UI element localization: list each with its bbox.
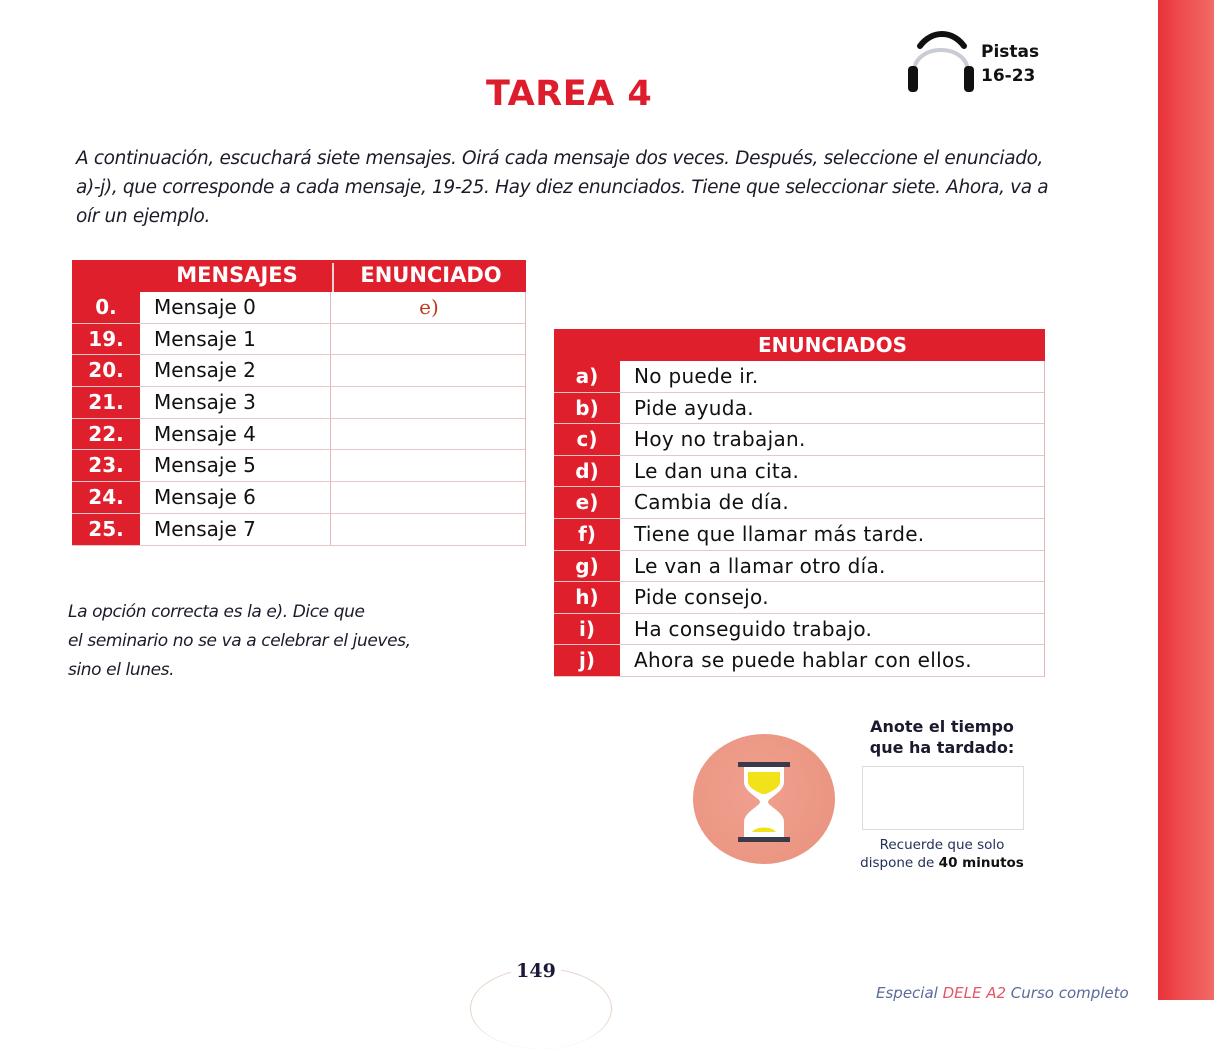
page-number: 149 [511,960,561,982]
statement-answer-cell[interactable]: e) [330,292,527,323]
statement-letter: g) [554,551,620,582]
statement-text: Le dan una cita. [634,458,800,483]
statement-text: Ha conseguido trabajo. [634,616,873,641]
page-title: TAREA 4 [486,74,653,114]
statement-row [554,487,1044,519]
message-row [72,387,525,419]
message-label: Mensaje 2 [154,358,256,383]
statement-text: Pide ayuda. [634,395,754,420]
column-header-messages: MENSAJES [176,263,298,287]
statement-row [554,456,1044,488]
message-label: Mensaje 5 [154,453,256,478]
messages-table-body [72,292,526,546]
book-highlight: DELE A2 [942,984,1007,1002]
message-number: 22. [72,419,140,450]
tracks-range: 16-23 [981,66,1036,86]
statement-letter: e) [554,487,620,518]
instructions-text: A continuación, escuchará siete mensajes. Oirá cada mensaje dos veces. Después, seleccione el enunciado, a)-j), que corresponde a cada mensaje, 19-25. Hay diez enunciados. Tiene que seleccionar siete. Ahora, va a oír un ejemplo. [76,148,1049,227]
message-row [72,482,525,514]
message-number: 24. [72,482,140,513]
book-suffix: Curso completo [1006,984,1129,1002]
message-row [72,324,525,356]
statement-row [554,551,1044,583]
statement-answer-cell[interactable] [330,324,527,355]
statements-table [554,329,1045,677]
statement-text: Ahora se puede hablar con ellos. [634,648,972,673]
statement-letter: j) [554,645,620,676]
statements-table-header: ENUNCIADOS [554,329,1045,361]
time-taken-field[interactable] [862,766,1024,830]
statement-text: Tiene que llamar más tarde. [634,521,925,546]
message-row [72,514,525,546]
statement-letter: d) [554,456,620,487]
statement-letter: a) [554,361,620,392]
time-limit: 40 minutos [938,855,1024,871]
message-label: Mensaje 7 [154,516,256,541]
example-note-line: el seminario no se va a celebrar el jueves, [68,631,411,651]
statement-answer-cell[interactable] [330,450,527,481]
statement-letter: c) [554,424,620,455]
hourglass-icon [738,762,790,842]
message-number: 0. [72,292,140,323]
statement-letter: i) [554,614,620,645]
statement-text: Cambia de día. [634,490,789,515]
statement-answer-cell[interactable] [330,387,527,418]
statement-row [554,645,1044,677]
statement-row [554,424,1044,456]
message-label: Mensaje 3 [154,390,256,415]
statement-answer-cell[interactable] [330,514,527,545]
headphones-icon [902,28,980,96]
statements-table-body [554,361,1045,677]
example-note-line: sino el lunes. [68,660,175,680]
messages-table-header [72,260,526,292]
statement-row [554,519,1044,551]
statement-answer-cell[interactable] [330,355,527,386]
time-reminder-line [852,854,1032,872]
statement-text: Le van a llamar otro día. [634,553,886,578]
message-row [72,355,525,387]
statement-text: Hoy no trabajan. [634,427,806,452]
page-edge-red-band [1158,0,1214,1000]
message-label: Mensaje 1 [154,326,256,351]
message-row [72,292,525,324]
message-number: 20. [72,355,140,386]
message-label: Mensaje 4 [154,421,256,446]
message-row [72,450,525,482]
statement-answer-cell[interactable] [330,482,527,513]
time-prompt-line: que ha tardado: [869,738,1015,757]
message-number: 19. [72,324,140,355]
message-number: 21. [72,387,140,418]
statement-answer-cell[interactable] [330,419,527,450]
statement-text: No puede ir. [634,364,759,388]
statement-letter: h) [554,582,620,613]
time-prompt-line: Anote el tiempo [870,717,1014,736]
time-reminder [852,836,1032,872]
messages-table [72,260,526,546]
message-row [72,419,525,451]
statement-row [554,614,1044,646]
time-reminder-line: Recuerde que solo [879,837,1005,853]
message-number: 25. [72,514,140,545]
statement-letter: f) [554,519,620,550]
message-label: Mensaje 0 [154,295,256,319]
example-note-line: La opción correcta es la e). Dice que [68,602,365,622]
statement-row [554,393,1044,425]
statement-row [554,582,1044,614]
book-footer [876,984,1129,1002]
time-reminder-prefix: dispone de [860,855,939,871]
column-header-statement: ENUNCIADO [332,263,528,292]
tracks-title: Pistas [981,42,1040,62]
tracks-label [981,40,1039,88]
message-label: Mensaje 6 [154,485,256,510]
time-prompt [862,716,1022,758]
message-number: 23. [72,450,140,481]
statement-row [554,361,1044,393]
book-prefix: Especial [876,984,943,1002]
example-note [68,598,468,685]
statement-text: Pide consejo. [634,585,769,610]
statement-letter: b) [554,393,620,424]
